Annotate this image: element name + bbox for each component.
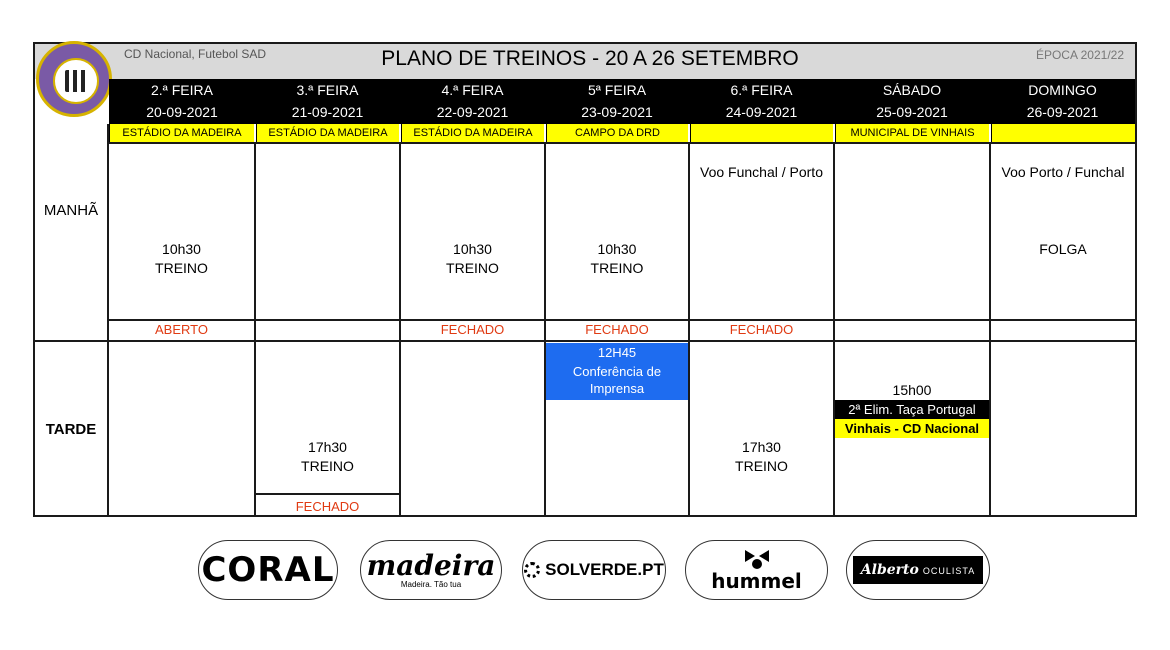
day-date: 21-09-2021 — [291, 104, 364, 120]
sponsor-hummel — [685, 540, 828, 600]
day-name: 2.ª FEIRA — [151, 82, 213, 98]
morning-thu-activity: TREINO — [590, 260, 644, 276]
morning-mon-status: ABERTO — [155, 322, 208, 337]
venue-fri — [690, 124, 833, 142]
morning-mon-time: 10h30 — [162, 241, 201, 257]
day-header-mon — [109, 79, 255, 124]
column-divider — [833, 142, 835, 517]
morning-sun-travel: Voo Porto / Funchal — [1001, 164, 1125, 180]
solverde-sun-icon — [524, 562, 540, 578]
day-name: 3.ª FEIRA — [296, 82, 359, 98]
venue-sun — [991, 124, 1135, 142]
match-fixture: Vinhais - CD Nacional — [835, 419, 989, 438]
day-header-tue — [255, 79, 400, 124]
day-header-thu — [545, 79, 689, 124]
alberto-logo-text: Alberto — [860, 562, 919, 578]
section-divider — [35, 340, 1135, 342]
day-name: SÁBADO — [882, 82, 942, 98]
afternoon-fri-time: 17h30 — [742, 439, 781, 455]
venue-sat: MUNICIPAL DE VINHAIS — [835, 124, 989, 142]
morning-thu-status: FECHADO — [585, 322, 649, 337]
press-conference-block — [546, 343, 688, 400]
day-date: 24-09-2021 — [725, 104, 798, 120]
afternoon-fri-activity: TREINO — [735, 458, 788, 474]
alberto-logo — [853, 556, 983, 584]
match-competition: 2ª Elim. Taça Portugal — [835, 400, 989, 419]
row-label-afternoon: TARDE — [45, 421, 97, 438]
row-label-morning: MANHÃ — [43, 202, 99, 219]
hummel-logo-text: hummel — [711, 569, 802, 593]
day-name: 6.ª FEIRA — [730, 82, 793, 98]
day-date: 25-09-2021 — [876, 104, 948, 120]
day-header-fri — [689, 79, 834, 124]
row-divider — [109, 319, 1135, 321]
press-conference-label: Conferência de Imprensa — [572, 364, 662, 396]
coral-logo-text: CORAL — [201, 550, 335, 590]
venue-mon: ESTÁDIO DA MADEIRA — [109, 124, 254, 142]
venue-thu: CAMPO DA DRD — [546, 124, 688, 142]
day-header-wed — [400, 79, 545, 124]
morning-wed-status: FECHADO — [440, 322, 505, 337]
column-divider — [989, 142, 991, 517]
day-date: 22-09-2021 — [436, 104, 509, 120]
afternoon-tue-activity: TREINO — [301, 458, 354, 474]
hummel-bee-icon — [742, 548, 772, 570]
match-time: 15h00 — [892, 382, 932, 398]
venue-tue: ESTÁDIO DA MADEIRA — [256, 124, 399, 142]
solverde-logo-text: SOLVERDE.PT — [545, 560, 664, 579]
row-divider — [109, 142, 1135, 144]
page-title: PLANO DE TREINOS - 20 A 26 SETEMBRO — [381, 47, 799, 70]
day-header-sun — [990, 79, 1135, 124]
morning-wed-activity: TREINO — [446, 260, 499, 276]
day-name: DOMINGO — [1028, 82, 1097, 98]
day-date: 20-09-2021 — [146, 104, 218, 120]
club-logo — [36, 41, 112, 117]
morning-mon-activity: TREINO — [155, 260, 208, 276]
morning-fri-status: FECHADO — [729, 322, 794, 337]
afternoon-tue-status: FECHADO — [295, 499, 360, 514]
morning-thu-time: 10h30 — [597, 241, 637, 257]
sponsor-coral — [198, 540, 338, 600]
day-date: 26-09-2021 — [1026, 104, 1099, 120]
venue-wed: ESTÁDIO DA MADEIRA — [401, 124, 544, 142]
day-date: 23-09-2021 — [581, 104, 653, 120]
day-name: 4.ª FEIRA — [441, 82, 504, 98]
madeira-tagline: Madeira. Tão tua — [400, 579, 462, 589]
sponsor-solverde — [522, 540, 666, 600]
morning-fri-travel: Voo Funchal / Porto — [700, 164, 823, 180]
day-name: 5ª FEIRA — [587, 82, 647, 98]
oculista-logo-text: OCULISTA — [922, 566, 976, 576]
sponsor-alberto-oculista — [846, 540, 990, 600]
press-conference-time: 12H45 — [597, 345, 637, 360]
morning-wed-time: 10h30 — [453, 241, 492, 257]
madeira-logo-text: madeira — [366, 548, 496, 582]
afternoon-tue-time: 17h30 — [308, 439, 347, 455]
sponsor-madeira — [360, 540, 502, 600]
season-label: ÉPOCA 2021/22 — [1035, 48, 1124, 62]
row-divider — [256, 493, 399, 495]
club-name: CD Nacional, Futebol SAD — [124, 47, 267, 61]
day-header-sat — [834, 79, 990, 124]
morning-sun-activity: FOLGA — [1039, 241, 1087, 257]
